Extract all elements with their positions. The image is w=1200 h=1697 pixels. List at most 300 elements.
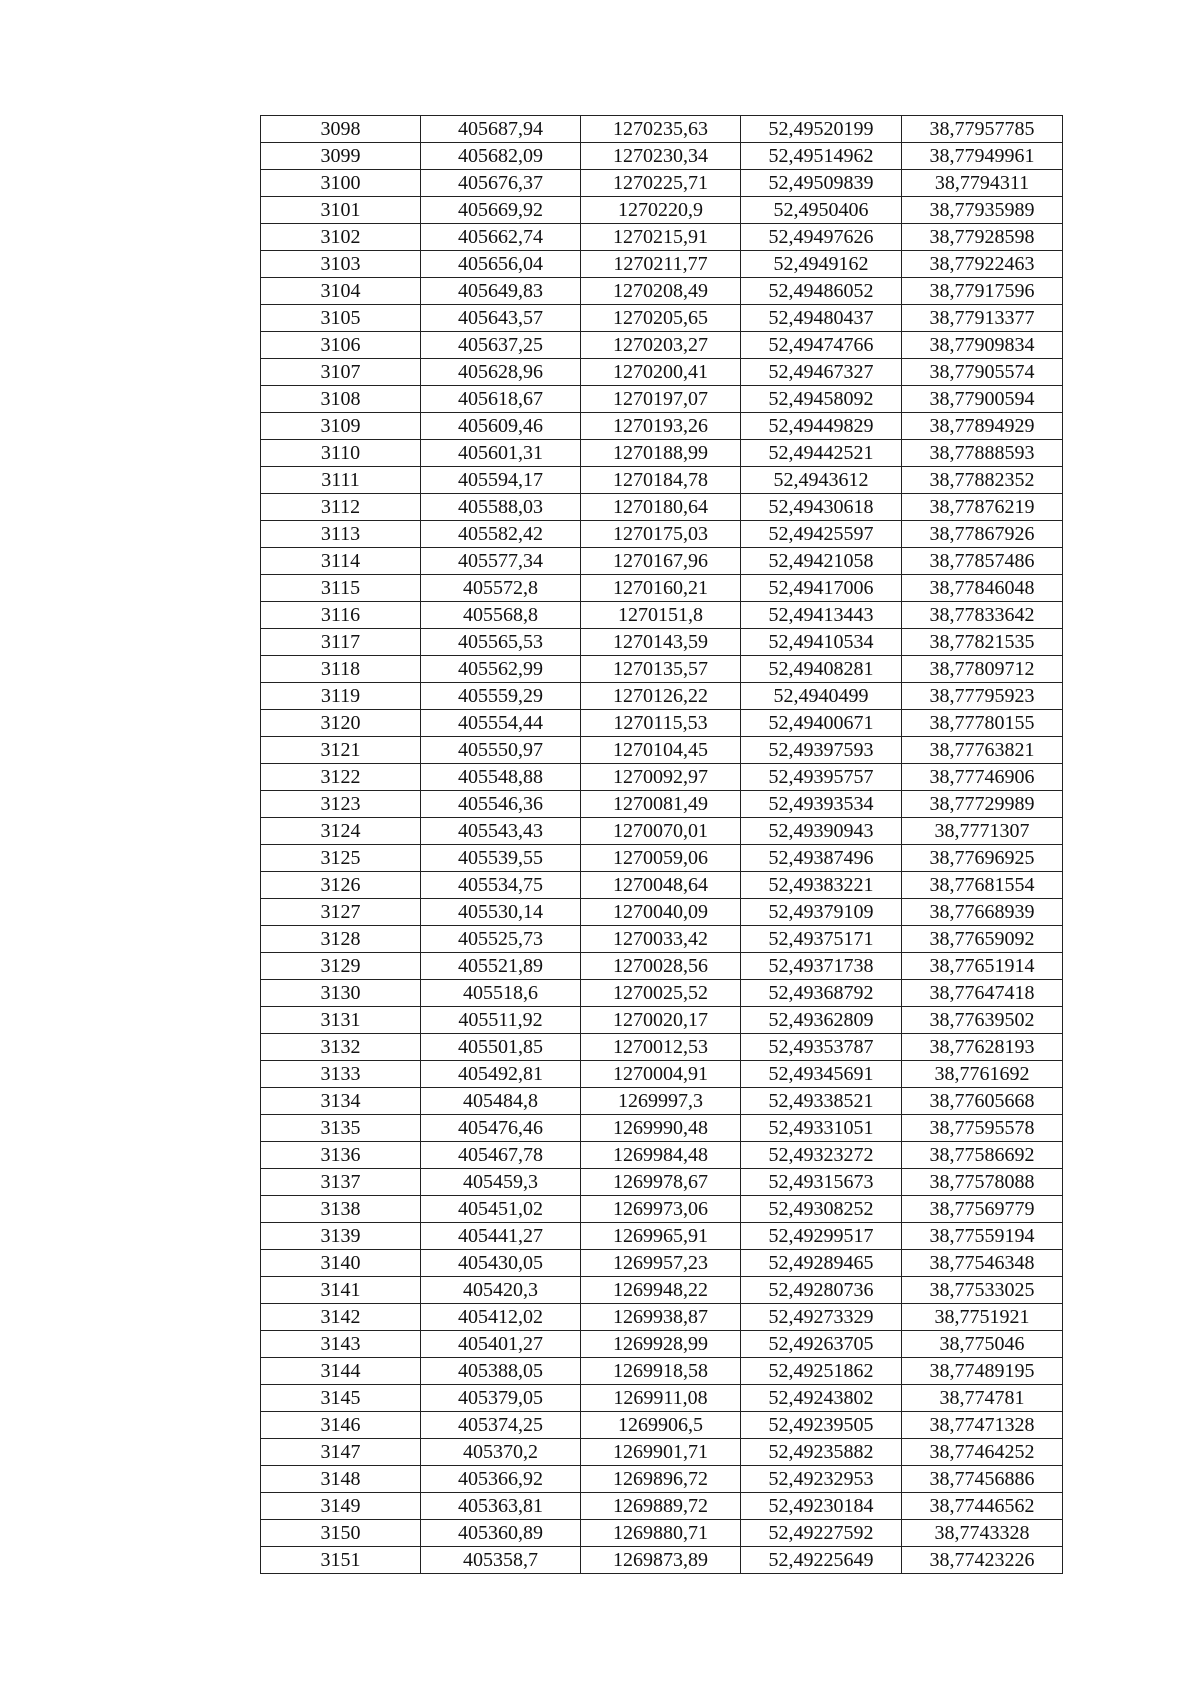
point-number-cell: 3141: [261, 1277, 421, 1304]
point-number-cell: 3113: [261, 521, 421, 548]
x-coordinate-cell: 405459,3: [421, 1169, 581, 1196]
table-row: [261, 1493, 1063, 1520]
longitude-cell: 38,77446562: [902, 1493, 1063, 1520]
x-coordinate-cell: 405363,81: [421, 1493, 581, 1520]
latitude-cell: 52,49263705: [741, 1331, 902, 1358]
longitude-cell: 38,77780155: [902, 710, 1063, 737]
table-row: [261, 440, 1063, 467]
x-coordinate-cell: 405637,25: [421, 332, 581, 359]
point-number-cell: 3126: [261, 872, 421, 899]
x-coordinate-cell: 405492,81: [421, 1061, 581, 1088]
y-coordinate-cell: 1269990,48: [581, 1115, 741, 1142]
x-coordinate-cell: 405420,3: [421, 1277, 581, 1304]
x-coordinate-cell: 405370,2: [421, 1439, 581, 1466]
x-coordinate-cell: 405534,75: [421, 872, 581, 899]
longitude-cell: 38,77882352: [902, 467, 1063, 494]
longitude-cell: 38,77605668: [902, 1088, 1063, 1115]
table-row: [261, 467, 1063, 494]
table-row: [261, 1520, 1063, 1547]
latitude-cell: 52,49225649: [741, 1547, 902, 1574]
point-number-cell: 3146: [261, 1412, 421, 1439]
table-row: [261, 116, 1063, 143]
latitude-cell: 52,49449829: [741, 413, 902, 440]
table-row: [261, 548, 1063, 575]
longitude-cell: 38,77696925: [902, 845, 1063, 872]
x-coordinate-cell: 405582,42: [421, 521, 581, 548]
point-number-cell: 3144: [261, 1358, 421, 1385]
table-row: [261, 1142, 1063, 1169]
table-row: [261, 899, 1063, 926]
latitude-cell: 52,49280736: [741, 1277, 902, 1304]
point-number-cell: 3114: [261, 548, 421, 575]
x-coordinate-cell: 405539,55: [421, 845, 581, 872]
x-coordinate-cell: 405601,31: [421, 440, 581, 467]
point-number-cell: 3148: [261, 1466, 421, 1493]
point-number-cell: 3132: [261, 1034, 421, 1061]
longitude-cell: 38,77857486: [902, 548, 1063, 575]
longitude-cell: 38,77471328: [902, 1412, 1063, 1439]
latitude-cell: 52,49353787: [741, 1034, 902, 1061]
table-row: [261, 710, 1063, 737]
table-row: [261, 1115, 1063, 1142]
y-coordinate-cell: 1269918,58: [581, 1358, 741, 1385]
latitude-cell: 52,49362809: [741, 1007, 902, 1034]
latitude-cell: 52,49474766: [741, 332, 902, 359]
point-number-cell: 3103: [261, 251, 421, 278]
x-coordinate-cell: 405530,14: [421, 899, 581, 926]
y-coordinate-cell: 1270225,71: [581, 170, 741, 197]
latitude-cell: 52,49243802: [741, 1385, 902, 1412]
latitude-cell: 52,49395757: [741, 764, 902, 791]
point-number-cell: 3121: [261, 737, 421, 764]
latitude-cell: 52,49235882: [741, 1439, 902, 1466]
latitude-cell: 52,49383221: [741, 872, 902, 899]
y-coordinate-cell: 1270059,06: [581, 845, 741, 872]
point-number-cell: 3115: [261, 575, 421, 602]
latitude-cell: 52,49331051: [741, 1115, 902, 1142]
x-coordinate-cell: 405543,43: [421, 818, 581, 845]
longitude-cell: 38,77559194: [902, 1223, 1063, 1250]
longitude-cell: 38,77900594: [902, 386, 1063, 413]
coordinates-table: [260, 115, 1063, 1574]
point-number-cell: 3124: [261, 818, 421, 845]
x-coordinate-cell: 405525,73: [421, 926, 581, 953]
point-number-cell: 3134: [261, 1088, 421, 1115]
table-row: [261, 305, 1063, 332]
longitude-cell: 38,77546348: [902, 1250, 1063, 1277]
y-coordinate-cell: 1270197,07: [581, 386, 741, 413]
x-coordinate-cell: 405388,05: [421, 1358, 581, 1385]
point-number-cell: 3110: [261, 440, 421, 467]
latitude-cell: 52,49368792: [741, 980, 902, 1007]
table-row: [261, 1358, 1063, 1385]
latitude-cell: 52,49413443: [741, 602, 902, 629]
longitude-cell: 38,77905574: [902, 359, 1063, 386]
x-coordinate-cell: 405521,89: [421, 953, 581, 980]
latitude-cell: 52,49387496: [741, 845, 902, 872]
latitude-cell: 52,49390943: [741, 818, 902, 845]
latitude-cell: 52,49520199: [741, 116, 902, 143]
x-coordinate-cell: 405662,74: [421, 224, 581, 251]
table-row: [261, 1547, 1063, 1574]
latitude-cell: 52,49408281: [741, 656, 902, 683]
table-row: [261, 1439, 1063, 1466]
y-coordinate-cell: 1270160,21: [581, 575, 741, 602]
longitude-cell: 38,77659092: [902, 926, 1063, 953]
x-coordinate-cell: 405358,7: [421, 1547, 581, 1574]
table-row: [261, 575, 1063, 602]
table-row: [261, 791, 1063, 818]
x-coordinate-cell: 405572,8: [421, 575, 581, 602]
x-coordinate-cell: 405568,8: [421, 602, 581, 629]
longitude-cell: 38,77795923: [902, 683, 1063, 710]
longitude-cell: 38,77894929: [902, 413, 1063, 440]
y-coordinate-cell: 1270081,49: [581, 791, 741, 818]
y-coordinate-cell: 1270004,91: [581, 1061, 741, 1088]
y-coordinate-cell: 1270092,97: [581, 764, 741, 791]
longitude-cell: 38,775046: [902, 1331, 1063, 1358]
table-row: [261, 1223, 1063, 1250]
x-coordinate-cell: 405618,67: [421, 386, 581, 413]
y-coordinate-cell: 1270208,49: [581, 278, 741, 305]
point-number-cell: 3107: [261, 359, 421, 386]
longitude-cell: 38,77456886: [902, 1466, 1063, 1493]
latitude-cell: 52,49400671: [741, 710, 902, 737]
table-row: [261, 1007, 1063, 1034]
point-number-cell: 3147: [261, 1439, 421, 1466]
x-coordinate-cell: 405548,88: [421, 764, 581, 791]
x-coordinate-cell: 405546,36: [421, 791, 581, 818]
latitude-cell: 52,49251862: [741, 1358, 902, 1385]
x-coordinate-cell: 405577,34: [421, 548, 581, 575]
point-number-cell: 3138: [261, 1196, 421, 1223]
latitude-cell: 52,49338521: [741, 1088, 902, 1115]
longitude-cell: 38,774781: [902, 1385, 1063, 1412]
table-row: [261, 1331, 1063, 1358]
x-coordinate-cell: 405374,25: [421, 1412, 581, 1439]
y-coordinate-cell: 1270070,01: [581, 818, 741, 845]
longitude-cell: 38,77423226: [902, 1547, 1063, 1574]
y-coordinate-cell: 1269965,91: [581, 1223, 741, 1250]
table-row: [261, 1412, 1063, 1439]
y-coordinate-cell: 1269948,22: [581, 1277, 741, 1304]
point-number-cell: 3116: [261, 602, 421, 629]
point-number-cell: 3125: [261, 845, 421, 872]
table-row: [261, 926, 1063, 953]
x-coordinate-cell: 405643,57: [421, 305, 581, 332]
y-coordinate-cell: 1270235,63: [581, 116, 741, 143]
latitude-cell: 52,49480437: [741, 305, 902, 332]
longitude-cell: 38,77909834: [902, 332, 1063, 359]
point-number-cell: 3127: [261, 899, 421, 926]
latitude-cell: 52,49323272: [741, 1142, 902, 1169]
table-row: [261, 1088, 1063, 1115]
table-row: [261, 1277, 1063, 1304]
x-coordinate-cell: 405565,53: [421, 629, 581, 656]
x-coordinate-cell: 405366,92: [421, 1466, 581, 1493]
y-coordinate-cell: 1269938,87: [581, 1304, 741, 1331]
table-row: [261, 332, 1063, 359]
longitude-cell: 38,77639502: [902, 1007, 1063, 1034]
x-coordinate-cell: 405682,09: [421, 143, 581, 170]
longitude-cell: 38,7771307: [902, 818, 1063, 845]
point-number-cell: 3136: [261, 1142, 421, 1169]
y-coordinate-cell: 1270115,53: [581, 710, 741, 737]
longitude-cell: 38,77846048: [902, 575, 1063, 602]
y-coordinate-cell: 1270230,34: [581, 143, 741, 170]
longitude-cell: 38,77595578: [902, 1115, 1063, 1142]
table-row: [261, 278, 1063, 305]
table-row: [261, 764, 1063, 791]
latitude-cell: 52,49442521: [741, 440, 902, 467]
latitude-cell: 52,49299517: [741, 1223, 902, 1250]
latitude-cell: 52,49273329: [741, 1304, 902, 1331]
coordinates-table-body: [261, 116, 1063, 1574]
x-coordinate-cell: 405484,8: [421, 1088, 581, 1115]
point-number-cell: 3142: [261, 1304, 421, 1331]
latitude-cell: 52,49425597: [741, 521, 902, 548]
table-row: [261, 818, 1063, 845]
point-number-cell: 3130: [261, 980, 421, 1007]
table-row: [261, 1034, 1063, 1061]
latitude-cell: 52,49308252: [741, 1196, 902, 1223]
longitude-cell: 38,7743328: [902, 1520, 1063, 1547]
table-row: [261, 251, 1063, 278]
point-number-cell: 3106: [261, 332, 421, 359]
longitude-cell: 38,77763821: [902, 737, 1063, 764]
y-coordinate-cell: 1270175,03: [581, 521, 741, 548]
point-number-cell: 3112: [261, 494, 421, 521]
y-coordinate-cell: 1270126,22: [581, 683, 741, 710]
point-number-cell: 3104: [261, 278, 421, 305]
table-row: [261, 1169, 1063, 1196]
longitude-cell: 38,77917596: [902, 278, 1063, 305]
y-coordinate-cell: 1269928,99: [581, 1331, 741, 1358]
latitude-cell: 52,49509839: [741, 170, 902, 197]
point-number-cell: 3140: [261, 1250, 421, 1277]
latitude-cell: 52,49430618: [741, 494, 902, 521]
table-row: [261, 197, 1063, 224]
y-coordinate-cell: 1270048,64: [581, 872, 741, 899]
point-number-cell: 3143: [261, 1331, 421, 1358]
y-coordinate-cell: 1269901,71: [581, 1439, 741, 1466]
y-coordinate-cell: 1270193,26: [581, 413, 741, 440]
point-number-cell: 3099: [261, 143, 421, 170]
x-coordinate-cell: 405594,17: [421, 467, 581, 494]
longitude-cell: 38,77668939: [902, 899, 1063, 926]
point-number-cell: 3101: [261, 197, 421, 224]
longitude-cell: 38,77957785: [902, 116, 1063, 143]
latitude-cell: 52,49379109: [741, 899, 902, 926]
y-coordinate-cell: 1270033,42: [581, 926, 741, 953]
longitude-cell: 38,77888593: [902, 440, 1063, 467]
latitude-cell: 52,49289465: [741, 1250, 902, 1277]
x-coordinate-cell: 405511,92: [421, 1007, 581, 1034]
latitude-cell: 52,49345691: [741, 1061, 902, 1088]
table-row: [261, 656, 1063, 683]
latitude-cell: 52,49417006: [741, 575, 902, 602]
point-number-cell: 3131: [261, 1007, 421, 1034]
longitude-cell: 38,77922463: [902, 251, 1063, 278]
latitude-cell: 52,49497626: [741, 224, 902, 251]
latitude-cell: 52,4950406: [741, 197, 902, 224]
x-coordinate-cell: 405676,37: [421, 170, 581, 197]
table-row: [261, 602, 1063, 629]
longitude-cell: 38,77913377: [902, 305, 1063, 332]
latitude-cell: 52,4943612: [741, 467, 902, 494]
longitude-cell: 38,77821535: [902, 629, 1063, 656]
longitude-cell: 38,77578088: [902, 1169, 1063, 1196]
y-coordinate-cell: 1270012,53: [581, 1034, 741, 1061]
point-number-cell: 3120: [261, 710, 421, 737]
latitude-cell: 52,49421058: [741, 548, 902, 575]
table-row: [261, 521, 1063, 548]
y-coordinate-cell: 1270211,77: [581, 251, 741, 278]
table-row: [261, 953, 1063, 980]
x-coordinate-cell: 405467,78: [421, 1142, 581, 1169]
latitude-cell: 52,49514962: [741, 143, 902, 170]
y-coordinate-cell: 1270215,91: [581, 224, 741, 251]
latitude-cell: 52,4940499: [741, 683, 902, 710]
latitude-cell: 52,49239505: [741, 1412, 902, 1439]
point-number-cell: 3135: [261, 1115, 421, 1142]
longitude-cell: 38,77876219: [902, 494, 1063, 521]
table-row: [261, 683, 1063, 710]
y-coordinate-cell: 1269957,23: [581, 1250, 741, 1277]
y-coordinate-cell: 1270205,65: [581, 305, 741, 332]
longitude-cell: 38,77809712: [902, 656, 1063, 683]
y-coordinate-cell: 1269911,08: [581, 1385, 741, 1412]
table-row: [261, 737, 1063, 764]
longitude-cell: 38,77746906: [902, 764, 1063, 791]
y-coordinate-cell: 1270200,41: [581, 359, 741, 386]
table-row: [261, 224, 1063, 251]
longitude-cell: 38,77729989: [902, 791, 1063, 818]
point-number-cell: 3137: [261, 1169, 421, 1196]
point-number-cell: 3111: [261, 467, 421, 494]
table-row: [261, 1061, 1063, 1088]
point-number-cell: 3098: [261, 116, 421, 143]
latitude-cell: 52,49467327: [741, 359, 902, 386]
point-number-cell: 3105: [261, 305, 421, 332]
longitude-cell: 38,77647418: [902, 980, 1063, 1007]
x-coordinate-cell: 405550,97: [421, 737, 581, 764]
point-number-cell: 3151: [261, 1547, 421, 1574]
y-coordinate-cell: 1269997,3: [581, 1088, 741, 1115]
y-coordinate-cell: 1269984,48: [581, 1142, 741, 1169]
y-coordinate-cell: 1269906,5: [581, 1412, 741, 1439]
longitude-cell: 38,77628193: [902, 1034, 1063, 1061]
latitude-cell: 52,49315673: [741, 1169, 902, 1196]
point-number-cell: 3122: [261, 764, 421, 791]
point-number-cell: 3102: [261, 224, 421, 251]
point-number-cell: 3118: [261, 656, 421, 683]
table-row: [261, 872, 1063, 899]
x-coordinate-cell: 405687,94: [421, 116, 581, 143]
y-coordinate-cell: 1270188,99: [581, 440, 741, 467]
y-coordinate-cell: 1270220,9: [581, 197, 741, 224]
latitude-cell: 52,49227592: [741, 1520, 902, 1547]
table-row: [261, 1196, 1063, 1223]
x-coordinate-cell: 405628,96: [421, 359, 581, 386]
y-coordinate-cell: 1270180,64: [581, 494, 741, 521]
latitude-cell: 52,49393534: [741, 791, 902, 818]
latitude-cell: 52,49410534: [741, 629, 902, 656]
longitude-cell: 38,77949961: [902, 143, 1063, 170]
point-number-cell: 3149: [261, 1493, 421, 1520]
x-coordinate-cell: 405588,03: [421, 494, 581, 521]
table-row: [261, 1466, 1063, 1493]
x-coordinate-cell: 405401,27: [421, 1331, 581, 1358]
longitude-cell: 38,7761692: [902, 1061, 1063, 1088]
x-coordinate-cell: 405559,29: [421, 683, 581, 710]
y-coordinate-cell: 1270028,56: [581, 953, 741, 980]
point-number-cell: 3123: [261, 791, 421, 818]
table-row: [261, 845, 1063, 872]
point-number-cell: 3119: [261, 683, 421, 710]
point-number-cell: 3100: [261, 170, 421, 197]
x-coordinate-cell: 405360,89: [421, 1520, 581, 1547]
y-coordinate-cell: 1270184,78: [581, 467, 741, 494]
latitude-cell: 52,4949162: [741, 251, 902, 278]
y-coordinate-cell: 1270167,96: [581, 548, 741, 575]
x-coordinate-cell: 405451,02: [421, 1196, 581, 1223]
latitude-cell: 52,49232953: [741, 1466, 902, 1493]
longitude-cell: 38,77489195: [902, 1358, 1063, 1385]
y-coordinate-cell: 1270104,45: [581, 737, 741, 764]
point-number-cell: 3145: [261, 1385, 421, 1412]
table-row: [261, 1385, 1063, 1412]
longitude-cell: 38,77935989: [902, 197, 1063, 224]
latitude-cell: 52,49230184: [741, 1493, 902, 1520]
point-number-cell: 3133: [261, 1061, 421, 1088]
longitude-cell: 38,77681554: [902, 872, 1063, 899]
x-coordinate-cell: 405379,05: [421, 1385, 581, 1412]
table-row: [261, 413, 1063, 440]
y-coordinate-cell: 1270143,59: [581, 629, 741, 656]
longitude-cell: 38,77833642: [902, 602, 1063, 629]
point-number-cell: 3128: [261, 926, 421, 953]
table-row: [261, 1304, 1063, 1331]
y-coordinate-cell: 1269873,89: [581, 1547, 741, 1574]
latitude-cell: 52,49375171: [741, 926, 902, 953]
longitude-cell: 38,77586692: [902, 1142, 1063, 1169]
latitude-cell: 52,49486052: [741, 278, 902, 305]
latitude-cell: 52,49458092: [741, 386, 902, 413]
y-coordinate-cell: 1270020,17: [581, 1007, 741, 1034]
y-coordinate-cell: 1270040,09: [581, 899, 741, 926]
x-coordinate-cell: 405412,02: [421, 1304, 581, 1331]
table-row: [261, 386, 1063, 413]
table-row: [261, 170, 1063, 197]
longitude-cell: 38,77928598: [902, 224, 1063, 251]
longitude-cell: 38,7751921: [902, 1304, 1063, 1331]
y-coordinate-cell: 1269880,71: [581, 1520, 741, 1547]
table-row: [261, 359, 1063, 386]
x-coordinate-cell: 405518,6: [421, 980, 581, 1007]
longitude-cell: 38,77569779: [902, 1196, 1063, 1223]
longitude-cell: 38,77464252: [902, 1439, 1063, 1466]
longitude-cell: 38,7794311: [902, 170, 1063, 197]
x-coordinate-cell: 405649,83: [421, 278, 581, 305]
x-coordinate-cell: 405430,05: [421, 1250, 581, 1277]
x-coordinate-cell: 405441,27: [421, 1223, 581, 1250]
point-number-cell: 3139: [261, 1223, 421, 1250]
latitude-cell: 52,49397593: [741, 737, 902, 764]
x-coordinate-cell: 405554,44: [421, 710, 581, 737]
y-coordinate-cell: 1270135,57: [581, 656, 741, 683]
point-number-cell: 3117: [261, 629, 421, 656]
